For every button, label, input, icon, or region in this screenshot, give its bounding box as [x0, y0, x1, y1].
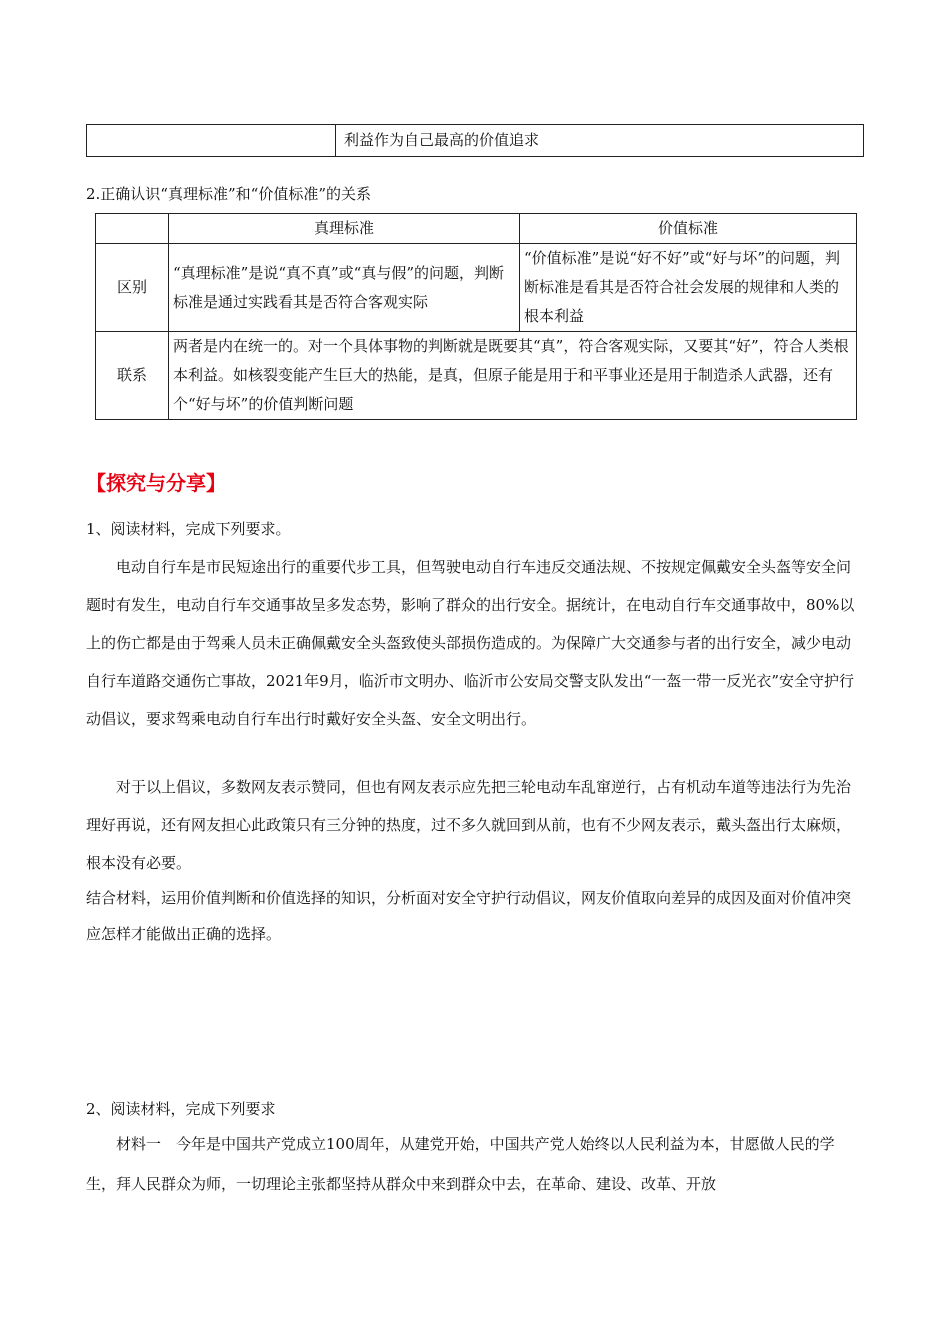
top-table-right-cell: 利益作为自己最高的价值追求: [336, 125, 864, 157]
section2-heading: 2.正确认识“真理标准”和“价值标准”的关系: [86, 185, 371, 203]
top-table-left-cell: [87, 125, 336, 157]
q1-paragraph-2: 对于以上倡议，多数网友表示赞同，但也有网友表示应先把三轮电动车乱窜逆行，占有机动车道等违法行为先治理好再说，还有网友担心此政策只有三分钟的热度，过不多久就回到从前，也有不少网友表示，戴头盔出行太麻烦，根本没有必要。: [86, 778, 852, 872]
row-label-connection: 联系: [96, 332, 169, 420]
value-standard-cell: “价值标准”是说“好不好”或“好与坏”的问题，判断标准是看其是否符合社会发展的规律和人类的根本利益: [520, 244, 857, 332]
table-header-truth: 真理标准: [169, 214, 520, 244]
section-title: 【探究与分享】: [86, 471, 226, 495]
table-header-value: 价值标准: [520, 214, 857, 244]
top-table: [86, 124, 864, 157]
table-header-empty: [96, 214, 169, 244]
q2-heading: 2、阅读材料，完成下列要求: [86, 1100, 276, 1118]
q1-paragraph-1: 电动自行车是市民短途出行的重要代步工具，但驾驶电动自行车违反交通法规、不按规定佩戴安全头盔等安全问题时有发生，电动自行车交通事故呈多发态势，影响了群众的出行安全。据统计，在电动自行车交通事故中，80%以上的伤亡都是由于驾乘人员未正确佩戴安全头盔致使头部损伤造成的。为保障广大交通参与者的出行安全，减少电动自行车道路交通伤亡事故，2021年9月，临沂市文明办、临沂市公安局交警支队发出“一盔一带一反光衣”安全守护行动倡议，要求驾乘电动自行车出行时戴好安全头盔、安全文明出行。: [86, 558, 855, 728]
q1-task: 结合材料，运用价值判断和价值选择的知识，分析面对安全守护行动倡议，网友价值取向差异的成因及面对价值冲突应怎样才能做出正确的选择。: [86, 889, 852, 943]
q2-paragraph-1: 材料一 今年是中国共产党成立100周年，从建党开始，中国共产党人始终以人民利益为本，甘愿做人民的学生，拜人民群众为师，一切理论主张都坚持从群众中来到群众中去，在革命、建设、改革、开放: [86, 1135, 835, 1193]
row-label-difference: 区别: [96, 244, 169, 332]
connection-cell: 两者是内在统一的。对一个具体事物的判断就是既要其“真”，符合客观实际，又要其“好”，符合人类根本利益。如核裂变能产生巨大的热能，是真，但原子能是用于和平事业还是用于制造杀人武器，还有个“好与坏”的价值判断问题: [169, 332, 857, 420]
truth-standard-cell: “真理标准”是说“真不真”或“真与假”的问题，判断标准是通过实践看其是否符合客观实际: [169, 244, 520, 332]
truth-value-table: [95, 213, 857, 420]
q1-heading: 1、阅读材料，完成下列要求。: [86, 520, 291, 538]
